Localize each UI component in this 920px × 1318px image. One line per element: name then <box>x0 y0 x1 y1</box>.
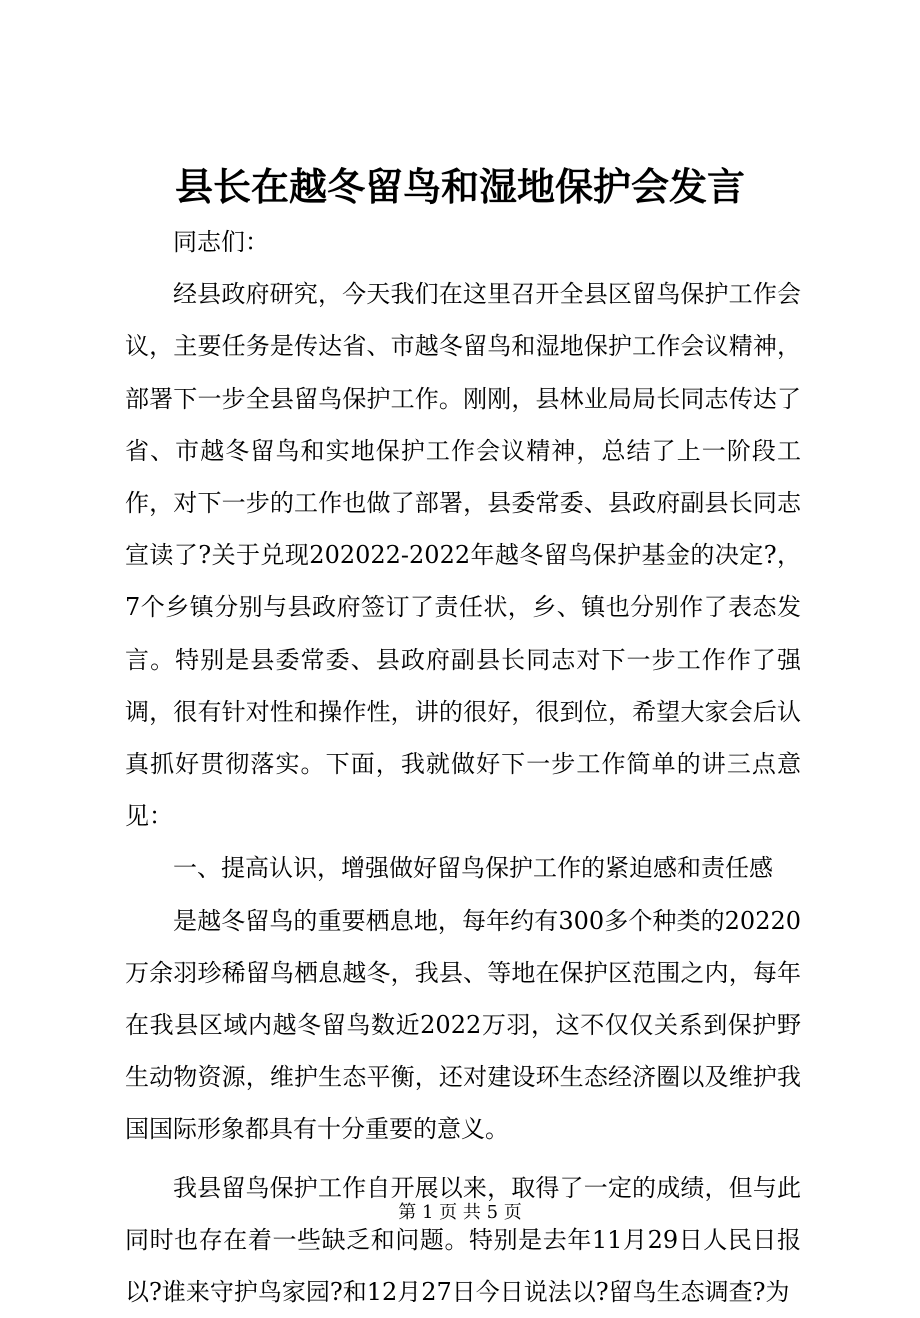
page-footer: 第 1 页 共 5 页 <box>398 1202 522 1223</box>
body-paragraph: 是越冬留鸟的重要栖息地，每年约有300多个种类的20220万余羽珍稀留鸟栖息越冬，我县、等地在保护区范围之内，每年在我县区域内越冬留鸟数近2022万羽，这不仅仅关系到保护野生动物资源，维护生态平衡，还对建设环生态经济圈以及维护我国国际形象都具有十分重要的意义。 <box>125 906 801 1144</box>
document-title: 县长在越冬留鸟和湿地保护会发言 <box>174 164 745 209</box>
document-body <box>125 216 801 1318</box>
body-paragraph: 经县政府研究，今天我们在这里召开全县区留鸟保护工作会议，主要任务是传达省、市越冬留鸟和湿地保护工作会议精神，部署下一步全县留鸟保护工作。刚刚，县林业局局长同志传达了省、市越冬留鸟和实地保护工作会议精神，总结了上一阶段工作，对下一步的工作也做了部署，县委常委、县政府副县长同志宣读了?关于兑现202022-2022年越冬留鸟保护基金的决定?，7个乡镇分别与县政府签订了责任状，乡、镇也分别作了表态发言。特别是县委常委、县政府副县长同志对下一步工作作了强调，很有针对性和操作性，讲的很好，很到位，希望大家会后认真抓好贯彻落实。下面，我就做好下一步工作简单的讲三点意见： <box>125 280 801 831</box>
body-paragraph: 我县留鸟保护工作自开展以来，取得了一定的成绩，但与此同时也存在着一些缺乏和问题。特别是去年11月29日人民日报以?谁来守护鸟家园?和12月27日今日说法以?留鸟生态调查?为 <box>125 1173 801 1307</box>
salutation-paragraph: 同志们： <box>173 228 269 256</box>
section-heading: 一、提高认识，增强做好留鸟保护工作的紧迫感和责任感 <box>173 854 773 883</box>
